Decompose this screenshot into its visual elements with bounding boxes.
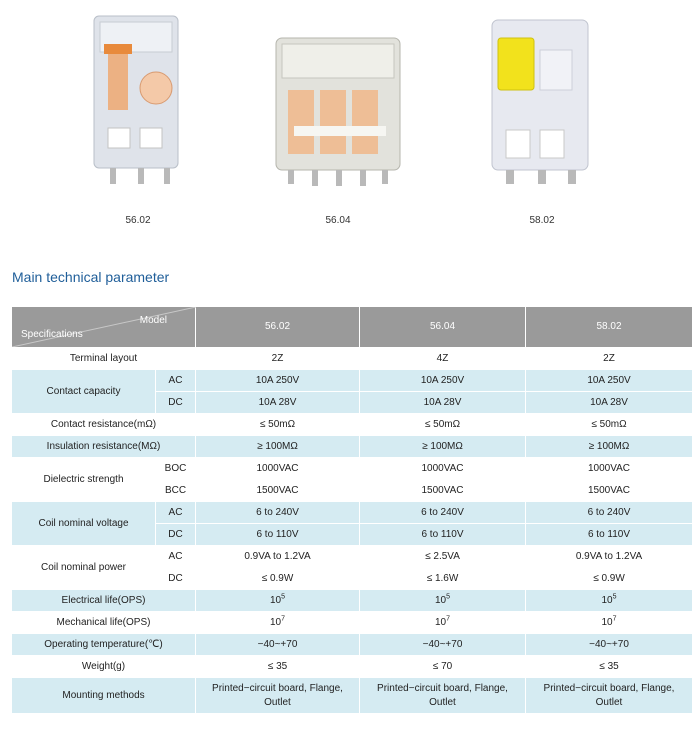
- value-cell: −40~+70: [526, 634, 693, 656]
- header-spec-label: Specifications: [21, 329, 83, 340]
- row-terminal-layout: [12, 348, 693, 370]
- value-base: 10: [434, 594, 447, 606]
- product-56-04: [268, 10, 408, 235]
- value-cell: [196, 590, 360, 612]
- value-cell: [196, 612, 360, 634]
- value-cell: ≤ 50mΩ: [196, 414, 360, 436]
- sub-label: DC: [156, 568, 196, 590]
- product-58-02: [472, 10, 612, 235]
- value-base: 10: [269, 594, 282, 606]
- row-label: Mechanical life(OPS): [12, 612, 196, 634]
- row-label: Contact resistance(mΩ): [12, 414, 196, 436]
- header-model-cell: 58.02: [526, 307, 693, 348]
- value-cell: [360, 590, 526, 612]
- value-line: Outlet: [264, 696, 291, 708]
- row-weight: [12, 656, 693, 678]
- sub-label: DC: [156, 392, 196, 414]
- row-coil-power-ac: [12, 546, 693, 568]
- row-label: Operating temperature(℃): [12, 634, 196, 656]
- product-model-label: 56.04: [325, 215, 351, 226]
- value-cell: 10A 250V: [360, 370, 526, 392]
- value-line: Outlet: [429, 696, 456, 708]
- value-cell: [526, 612, 693, 634]
- product-model-label: 56.02: [125, 215, 151, 226]
- value-line: Outlet: [595, 696, 623, 708]
- value-exponent: 7: [446, 615, 451, 623]
- value-cell: [360, 678, 526, 714]
- value-cell: 2Z: [526, 348, 693, 370]
- value-cell: ≤ 35: [526, 656, 693, 678]
- value-cell: 1000VAC: [526, 458, 693, 480]
- sub-label: AC: [156, 502, 196, 524]
- relay-58-02-image: [472, 10, 612, 200]
- row-label: Electrical life(OPS): [12, 590, 196, 612]
- value-cell: ≥ 100MΩ: [196, 436, 360, 458]
- value-line: Printed−circuit board, Flange,: [212, 682, 343, 694]
- header-model-label: Model: [139, 315, 167, 326]
- product-56-02: [68, 10, 208, 235]
- value-cell: 10A 250V: [196, 370, 360, 392]
- section-title: Main technical parameter: [12, 269, 170, 285]
- value-cell: [526, 590, 693, 612]
- value-cell: −40~+70: [360, 634, 526, 656]
- row-coil-voltage-ac: [12, 502, 693, 524]
- sub-label: DC: [156, 524, 196, 546]
- value-cell: [526, 678, 693, 714]
- value-cell: −40~+70: [196, 634, 360, 656]
- value-cell: 6 to 240V: [196, 502, 360, 524]
- value-cell: ≤ 0.9W: [196, 568, 360, 590]
- row-label: Dielectric strength: [12, 458, 156, 502]
- product-model-label: 58.02: [529, 215, 555, 226]
- value-cell: 1000VAC: [196, 458, 360, 480]
- row-label: Terminal layout: [12, 348, 196, 370]
- sub-label: BCC: [156, 480, 196, 502]
- value-cell: ≥ 100MΩ: [360, 436, 526, 458]
- value-cell: ≤ 0.9W: [526, 568, 693, 590]
- sub-label: AC: [156, 370, 196, 392]
- value-cell: ≤ 35: [196, 656, 360, 678]
- value-cell: 10A 28V: [360, 392, 526, 414]
- relay-56-02-image: [68, 10, 208, 200]
- row-dielectric-boc: [12, 458, 693, 480]
- value-cell: 2Z: [196, 348, 360, 370]
- value-exponent: 7: [281, 615, 286, 623]
- value-base: 10: [601, 594, 613, 606]
- row-label: Insulation resistance(MΩ): [12, 436, 196, 458]
- row-label: Contact capacity: [12, 370, 156, 414]
- row-electrical-life: [12, 590, 693, 612]
- row-label: Weight(g): [12, 656, 196, 678]
- value-cell: ≤ 50mΩ: [360, 414, 526, 436]
- row-label: Mounting methods: [12, 678, 196, 714]
- value-cell: 6 to 110V: [196, 524, 360, 546]
- value-cell: 1000VAC: [360, 458, 526, 480]
- value-cell: 6 to 110V: [360, 524, 526, 546]
- value-cell: 1500VAC: [526, 480, 693, 502]
- row-insulation-resistance: [12, 436, 693, 458]
- value-cell: 4Z: [360, 348, 526, 370]
- value-cell: ≤ 1.6W: [360, 568, 526, 590]
- value-cell: ≥ 100MΩ: [526, 436, 693, 458]
- value-base: 10: [601, 616, 613, 628]
- value-cell: 6 to 240V: [360, 502, 526, 524]
- header-model-cell: 56.04: [360, 307, 526, 348]
- value-cell: 10A 250V: [526, 370, 693, 392]
- value-cell: 0.9VA to 1.2VA: [196, 546, 360, 568]
- header-row: [12, 307, 693, 348]
- value-line: Printed−circuit board, Flange,: [377, 682, 508, 694]
- value-line: Printed−circuit board, Flange,: [543, 682, 675, 694]
- product-gallery: [0, 0, 696, 240]
- value-exponent: 5: [281, 593, 286, 601]
- value-cell: 1500VAC: [360, 480, 526, 502]
- header-corner-cell: [12, 307, 196, 348]
- value-cell: [360, 612, 526, 634]
- row-mechanical-life: [12, 612, 693, 634]
- value-cell: 6 to 240V: [526, 502, 693, 524]
- value-cell: 0.9VA to 1.2VA: [526, 546, 693, 568]
- header-model-cell: 56.02: [196, 307, 360, 348]
- value-exponent: 7: [612, 615, 617, 623]
- value-exponent: 5: [446, 593, 451, 601]
- value-cell: ≤ 2.5VA: [360, 546, 526, 568]
- sub-label: BOC: [156, 458, 196, 480]
- value-cell: 1500VAC: [196, 480, 360, 502]
- value-base: 10: [434, 616, 447, 628]
- row-label: Coil nominal power: [12, 546, 156, 590]
- relay-56-04-image: [268, 10, 408, 200]
- value-base: 10: [269, 616, 282, 628]
- row-mounting-methods: [12, 678, 693, 714]
- value-cell: [196, 678, 360, 714]
- row-contact-resistance: [12, 414, 693, 436]
- value-cell: ≤ 50mΩ: [526, 414, 693, 436]
- row-label: Coil nominal voltage: [12, 502, 156, 546]
- value-cell: 6 to 110V: [526, 524, 693, 546]
- value-exponent: 5: [612, 593, 617, 601]
- row-operating-temperature: [12, 634, 693, 656]
- value-cell: 10A 28V: [526, 392, 693, 414]
- value-cell: ≤ 70: [360, 656, 526, 678]
- value-cell: 10A 28V: [196, 392, 360, 414]
- sub-label: AC: [156, 546, 196, 568]
- row-contact-capacity-ac: [12, 370, 693, 392]
- spec-table: [11, 306, 693, 714]
